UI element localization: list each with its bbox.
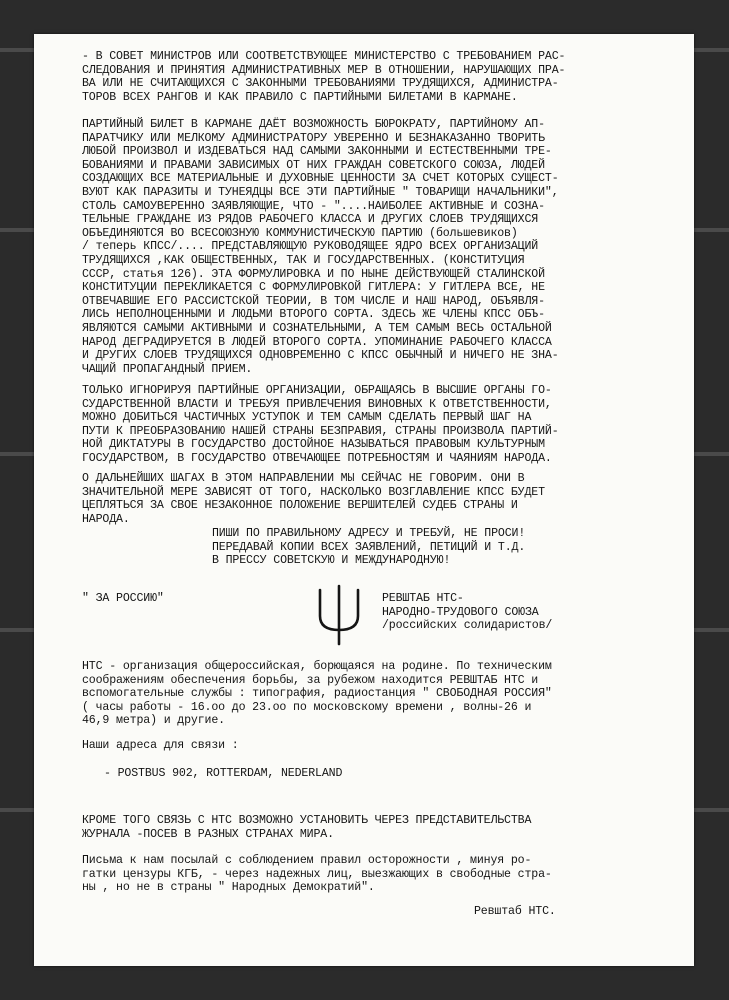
text-line: ПАРТИЙНЫЙ БИЛЕТ В КАРМАНЕ ДАЁТ ВОЗМОЖНОСТЬ БЮРОКРАТУ, ПАРТИЙНОМУ АП- xyxy=(82,118,545,131)
document-sheet xyxy=(34,34,694,966)
text-line: - В СОВЕТ МИНИСТРОВ ИЛИ СООТВЕТСТВУЮЩЕЕ МИНИСТЕРСТВО С ТРЕБОВАНИЕМ РАС- xyxy=(82,50,566,63)
text-line: ВУЮТ КАК ПАРАЗИТЫ И ТУНЕЯДЦЫ ВСЕ ЭТИ ПАРТИЙНЫЕ " ТОВАРИЩИ НАЧАЛЬНИКИ", xyxy=(82,185,559,199)
text-line: СЛЕДОВАНИЯ И ПРИНЯТИЯ АДМИНИСТРАТИВНЫХ МЕР В ОТНОШЕНИИ, НАРУШАЮЩИХ ПРА- xyxy=(82,63,566,77)
text-line: ПЕРЕДАВАЙ КОПИИ ВСЕХ ЗАЯВЛЕНИЙ, ПЕТИЦИЙ И Т.Д. xyxy=(212,540,526,554)
letters-paragraph xyxy=(82,854,552,895)
addresses-label: Наши адреса для связи : xyxy=(82,739,239,752)
text-line: НАРОДНО-ТРУДОВОГО СОЮЗА xyxy=(382,605,539,619)
text-line: НОЙ ДИКТАТУРЫ В ГОСУДАРСТВО ДОСТОЙНОЕ НАЗЫВАТЬСЯ ПРАВОВЫМ КУЛЬТУРНЫМ xyxy=(82,438,545,452)
text-line: 46,9 метра) и другие. xyxy=(82,714,225,728)
text-line: ПИШИ ПО ПРАВИЛЬНОМУ АДРЕСУ И ТРЕБУЙ, НЕ ПРОСИ! xyxy=(212,527,526,540)
text-line: ПАРАТЧИКУ ИЛИ МЕЛКОМУ АДМИНИСТРАТОРУ УВЕРЕННО И БЕЗНАКАЗАННО ТВОРИТЬ xyxy=(82,131,545,145)
paragraph-4 xyxy=(82,472,545,526)
text-line: / теперь КПСС/.... ПРЕДСТАВЛЯЮЩУЮ РУКОВОДЯЩЕЕ ЯДРО ВСЕХ ОРГАНИЗАЦИЙ xyxy=(82,240,539,254)
text-line: КРОМЕ ТОГО СВЯЗЬ С НТС ВОЗМОЖНО УСТАНОВИТЬ ЧЕРЕЗ ПРЕДСТАВИТЕЛЬСТВА xyxy=(82,814,532,827)
text-line: СОЗДАЮЩИХ ВСЕ МАТЕРИАЛЬНЫЕ И ДУХОВНЫЕ ЦЕННОСТИ ЗА СЧЕТ КОТОРЫХ СУЩЕСТ- xyxy=(82,172,559,186)
text-line: МОЖНО ДОБИТЬСЯ ЧАСТИЧНЫХ УСТУПОК И ТЕМ САМЫМ СДЕЛАТЬ ПЕРВЫЙ ШАГ НА xyxy=(82,411,532,425)
paragraph-2 xyxy=(82,118,559,376)
text-line: /российских солидаристов/ xyxy=(382,619,553,633)
text-line: ТОЛЬКО ИГНОРИРУЯ ПАРТИЙНЫЕ ОРГАНИЗАЦИИ, ОБРАЩАЯСЬ В ВЫСШИЕ ОРГАНЫ ГО- xyxy=(82,384,552,397)
text-line: НАРОД ДЕГРАДИРУЕТСЯ В ЛЮДЕЙ ВТОРОГО СОРТА. УПОМИНАНИЕ РАБОЧЕГО КЛАССА xyxy=(82,335,552,349)
text-line: ЗНАЧИТЕЛЬНОЙ МЕРЕ ЗАВИСЯТ ОТ ТОГО, НАСКОЛЬКО ВОЗГЛАВЛЕНИЕ КПСС БУДЕТ xyxy=(82,485,545,499)
text-line: ТРУДЯЩИХСЯ ,КАК ОБЩЕСТВЕННЫХ, ТАК И ГОСУДАРСТВЕННЫХ. (КОНСТИТУЦИЯ xyxy=(82,253,525,267)
text-line: ПУТИ К ПРЕОБРАЗОВАНИЮ НАШЕЙ СТРАНЫ БЕЗПРАВИЯ, СТРАНЫ ПРОИЗВОЛА ПАРТИЙ- xyxy=(82,424,559,438)
signature: Ревштаб НТС. xyxy=(474,905,556,918)
text-line: СУДАРСТВЕННОЙ ВЛАСТИ И ТРЕБУЯ ПРИВЛЕЧЕНИЯ ВИНОВНЫХ К ОТВЕТСТВЕННОСТИ, xyxy=(82,397,552,411)
text-line: О ДАЛЬНЕЙШИХ ШАГАХ В ЭТОМ НАПРАВЛЕНИИ МЫ СЕЙЧАС НЕ ГОВОРИМ. ОНИ В xyxy=(82,472,525,485)
text-line: НТС - организация общероссийская, борющаяся на родине. По техническим xyxy=(82,660,552,673)
text-line: соображениям обеспечения борьбы, за рубежом находится РЕВШТАБ НТС и xyxy=(82,673,539,687)
text-line: ЦЕПЛЯТЬСЯ ЗА СВОЕ НЕЗАКОННОЕ ПОЛОЖЕНИЕ ВЕРШИТЕЛЕЙ СУДЕБ СТРАНЫ И xyxy=(82,499,518,513)
text-line: ТЕЛЬНЫЕ ГРАЖДАНЕ ИЗ РЯДОВ РАБОЧЕГО КЛАССА И ДРУГИХ СЛОЕВ ТРУДЯЩИХСЯ xyxy=(82,213,539,227)
text-line: ны , но не в страны " Народных Демократий". xyxy=(82,881,375,895)
text-line: ВА ИЛИ НЕ СЧИТАЮЩИХСЯ С ЗАКОННЫМИ ТРЕБОВАНИЯМИ ТРУДЯЩИХСЯ, АДМИНИСТРА- xyxy=(82,77,559,91)
text-line: ТОРОВ ВСЕХ РАНГОВ И КАК ПРАВИЛО С ПАРТИЙНЫМИ БИЛЕТАМИ В КАРМАНЕ. xyxy=(82,90,518,104)
contact-paragraph xyxy=(82,814,531,841)
address-line: - POSTBUS 902, ROTTERDAM, NEDERLAND xyxy=(104,767,343,780)
trident-icon xyxy=(316,584,362,646)
text-line: РЕВШТАБ НТС- xyxy=(382,592,464,605)
text-line: ГОСУДАРСТВОМ, В ГОСУДАРСТВО ОТВЕЧАЮЩЕЕ ПОТРЕБНОСТЯМ И ЧАЯНИЯМ НАРОДА. xyxy=(82,451,552,465)
appeal-block xyxy=(212,527,525,568)
text-line: ЧАЩИЙ ПРОПАГАНДНЫЙ ПРИЕМ. xyxy=(82,362,253,376)
text-line: ОБЪЕДИНЯЮТСЯ ВО ВСЕСОЮЗНУЮ КОММУНИСТИЧЕСКУЮ ПАРТИЮ (большевиков) xyxy=(82,226,518,240)
text-line: ЯВЛЯЮТСЯ САМЫМИ АКТИВНЫМИ И СОЗНАТЕЛЬНЫМИ, А ТЕМ САМЫМ ВЕСЬ ОСТАЛЬНОЙ xyxy=(82,321,552,335)
text-line: ОТВЕЧАВШИЕ ЕГО РАССИСТСКОЙ ТЕОРИИ, В ТОМ ЧИСЛЕ И НАШ НАРОД, ОБЪЯВЛЯ- xyxy=(82,294,545,308)
text-line: И ДРУГИХ СЛОЕВ ТРУДЯЩИХСЯ ОДНОВРЕМЕННО С КПСС ОБЫЧНЫЙ И НИЧЕГО НЕ ЗНА- xyxy=(82,349,559,363)
text-line: вспомогательные службы : типография, радиостанция " СВОБОДНАЯ РОССИЯ" xyxy=(82,687,552,701)
org-block xyxy=(382,592,552,633)
motto: " ЗА РОССИЮ" xyxy=(82,592,164,605)
text-line: НАРОДА. xyxy=(82,512,130,526)
text-line: СССР, статья 126). ЭТА ФОРМУЛИРОВКА И ПО НЫНЕ ДЕЙСТВУЮЩЕЙ СТАЛИНСКОЙ xyxy=(82,267,545,281)
paragraph-3 xyxy=(82,384,559,466)
text-line: БОВАНИЯМИ И ПРАВАМИ ЗАВИСИМЫХ ОТ НИХ ГРАЖДАН СОВЕТСКОГО СОЮЗА, ЛЮДЕЙ xyxy=(82,158,545,172)
text-line: В ПРЕССУ СОВЕТСКУЮ И МЕЖДУНАРОДНУЮ! xyxy=(212,554,451,568)
text-line: гатки цензуры КГБ, - через надежных лиц, выезжающих в свободные стра- xyxy=(82,867,552,881)
text-line: ( часы работы - 16.оо до 23.оо по московскому времени , волны-26 и xyxy=(82,700,532,714)
text-line: Письма к нам посылай с соблюдением правил осторожности , минуя ро- xyxy=(82,854,532,867)
paragraph-1 xyxy=(82,50,565,104)
text-line: ЖУРНАЛА -ПОСЕВ В РАЗНЫХ СТРАНАХ МИРА. xyxy=(82,827,334,841)
text-line: ЛИСЬ НЕПОЛНОЦЕННЫМИ И ЛЮДЬМИ ВТОРОГО СОРТА. ЗДЕСЬ ЖЕ ЧЛЕНЫ КПСС ОБЪ- xyxy=(82,308,545,322)
text-line: ЛЮБОЙ ПРОИЗВОЛ И ИЗДЕВАТЬСЯ НАД САМЫМИ ЗАКОННЫМИ И ЕСТЕСТВЕННЫМИ ТРЕ- xyxy=(82,145,552,159)
info-paragraph xyxy=(82,660,552,728)
text-line: КОНСТИТУЦИИ ПЕРЕКЛИКАЕТСЯ С ФОРМУЛИРОВКОЙ ГИТЛЕРА: У ГИТЛЕРА ВСЕ, НЕ xyxy=(82,281,545,295)
text-line: СТОЛЬ САМОУВЕРЕННО ЗАЯВЛЯЮЩИЕ, ЧТО - "....НАИБОЛЕЕ АКТИВНЫЕ И СОЗНА- xyxy=(82,199,545,213)
